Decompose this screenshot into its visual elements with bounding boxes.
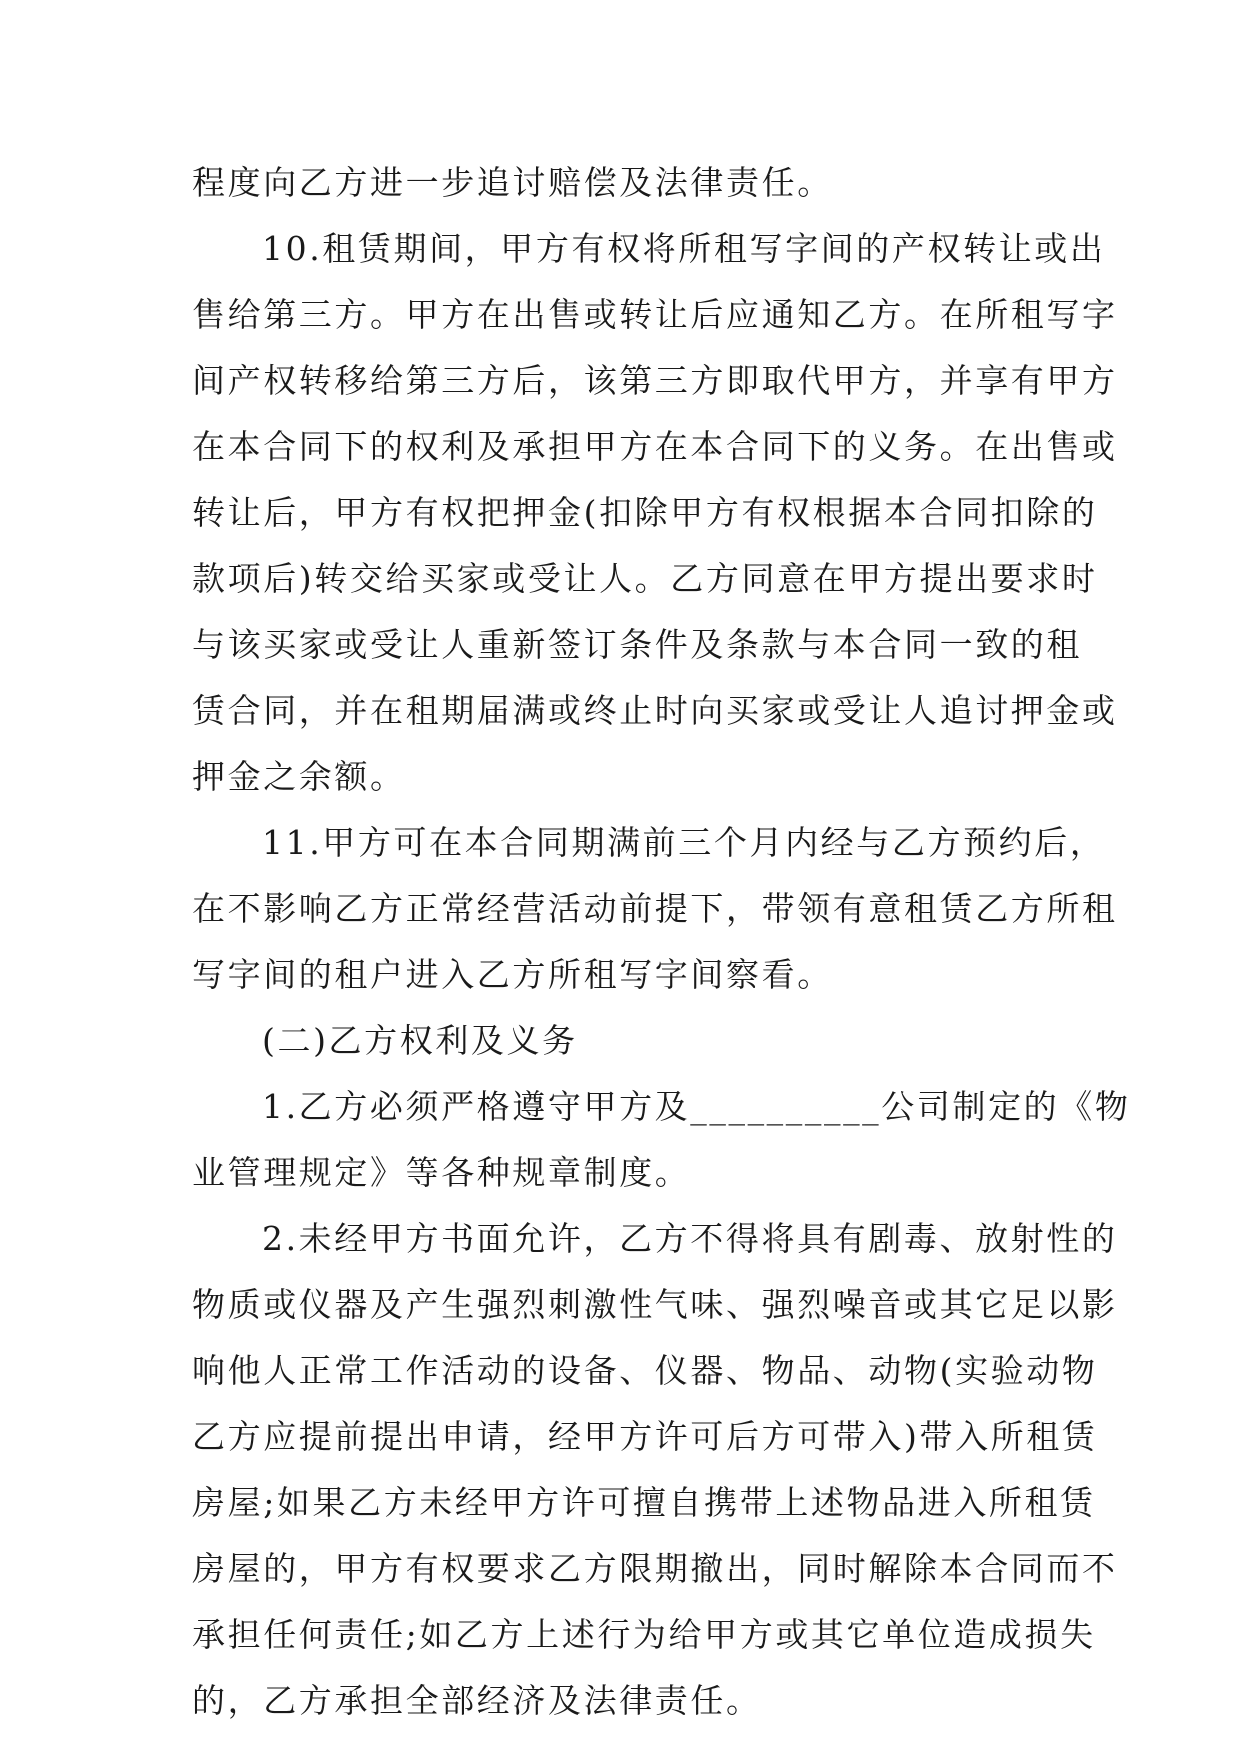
party-b-clause-2-start: 2.未经甲方书面允许，乙方不得将具有剧毒、放射性的 — [262, 1219, 1118, 1258]
text-line: 响他人正常工作活动的设备、仪器、物品、动物(实验动物 — [192, 1351, 1098, 1390]
text-line: 在本合同下的权利及承担甲方在本合同下的义务。在出售或 — [192, 427, 1118, 466]
text-line: 售给第三方。甲方在出售或转让后应通知乙方。在所租写字 — [192, 295, 1118, 334]
text-line: 房屋的，甲方有权要求乙方限期撤出，同时解除本合同而不 — [192, 1549, 1118, 1588]
text-line: 物质或仪器及产生强烈刺激性气味、强烈噪音或其它足以影 — [192, 1285, 1118, 1324]
text-line: 的，乙方承担全部经济及法律责任。 — [192, 1681, 762, 1720]
section-heading-party-b: (二)乙方权利及义务 — [262, 1021, 578, 1060]
text-line: 写字间的租户进入乙方所租写字间察看。 — [192, 955, 833, 994]
text-line: 款项后)转交给买家或受让人。乙方同意在甲方提出要求时 — [192, 559, 1098, 598]
clause-10-start: 10.租赁期间，甲方有权将所租写字间的产权转让或出 — [262, 229, 1106, 268]
text-line: 业管理规定》等各种规章制度。 — [192, 1153, 691, 1192]
clause-11-start: 11.甲方可在本合同期满前三个月内经与乙方预约后， — [262, 823, 1106, 862]
text-line: 乙方应提前提出申请，经甲方许可后方可带入)带入所租赁 — [192, 1417, 1098, 1456]
party-b-clause-1-start: 1.乙方必须严格遵守甲方及__________公司制定的《物 — [262, 1087, 1131, 1126]
text-line: 间产权转移给第三方后，该第三方即取代甲方，并享有甲方 — [192, 361, 1118, 400]
text-line: 押金之余额。 — [192, 757, 406, 796]
text-line: 在不影响乙方正常经营活动前提下，带领有意租赁乙方所租 — [192, 889, 1118, 928]
text-line: 程度向乙方进一步追讨赔偿及法律责任。 — [192, 163, 833, 202]
text-line: 房屋;如果乙方未经甲方许可擅自携带上述物品进入所租赁 — [192, 1483, 1096, 1522]
text-line: 承担任何责任;如乙方上述行为给甲方或其它单位造成损失 — [192, 1615, 1096, 1654]
text-line: 转让后，甲方有权把押金(扣除甲方有权根据本合同扣除的 — [192, 493, 1098, 532]
contract-body-text — [192, 150, 1131, 1734]
text-line: 与该买家或受让人重新签订条件及条款与本合同一致的租 — [192, 625, 1082, 664]
text-line: 赁合同，并在租期届满或终止时向买家或受让人追讨押金或 — [192, 691, 1118, 730]
